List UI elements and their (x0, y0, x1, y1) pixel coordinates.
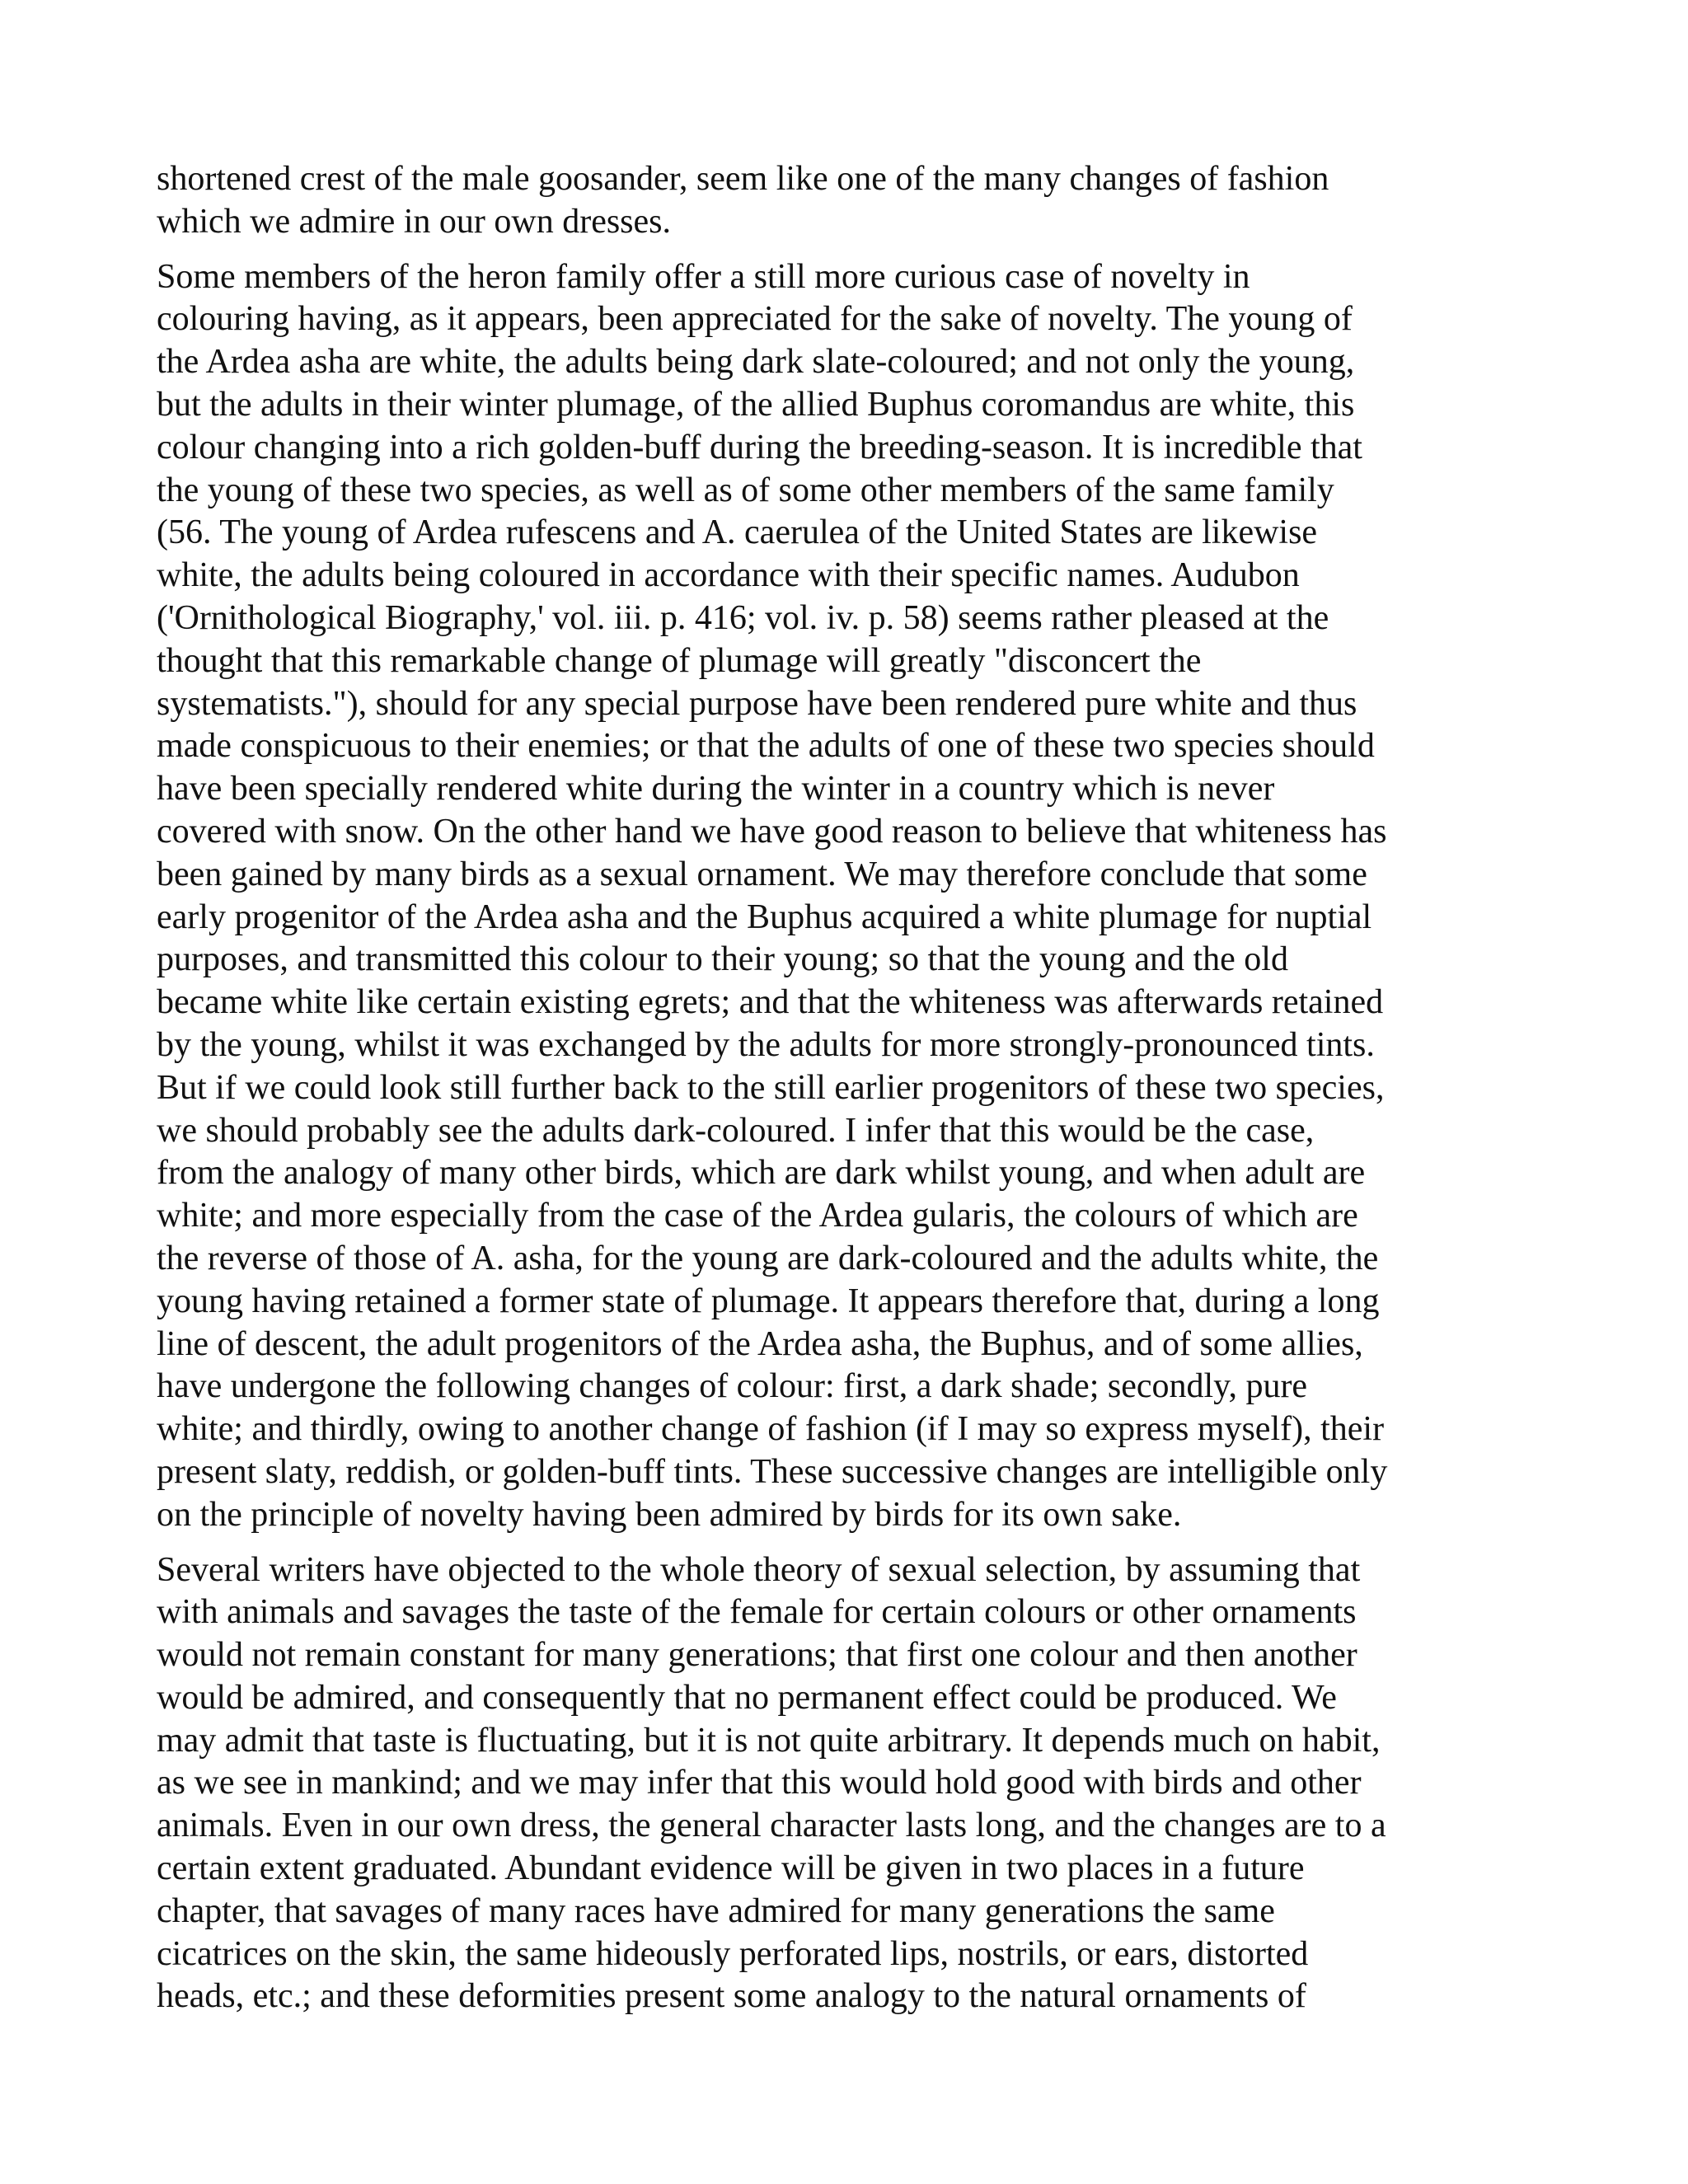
text-line: have been specially rendered white during the winter in a country which is never (157, 770, 1275, 808)
text-line: may admit that taste is fluctuating, but it is not quite arbitrary. It depends much on habit, (157, 1721, 1381, 1760)
paragraph-3 (157, 1549, 1558, 2019)
paragraph-2 (157, 256, 1558, 1537)
text-line: early progenitor of the Ardea asha and the Buphus acquired a white plumage for nuptial (157, 898, 1372, 936)
text-line: have undergone the following changes of colour: first, a dark shade; secondly, pure (157, 1367, 1308, 1406)
text-line: made conspicuous to their enemies; or that the adults of one of these two species should (157, 727, 1375, 766)
body-text (157, 158, 1558, 2018)
text-line: would not remain constant for many generations; that first one colour and then another (157, 1636, 1357, 1675)
text-line: line of descent, the adult progenitors of the Ardea asha, the Buphus, and of some allies, (157, 1324, 1363, 1363)
text-line: from the analogy of many other birds, which are dark whilst young, and when adult are (157, 1154, 1366, 1193)
text-line: systematists."), should for any special purpose have been rendered pure white and thus (157, 684, 1357, 723)
text-line: purposes, and transmitted this colour to their young; so that the young and the old (157, 940, 1288, 979)
text-line: white, the adults being coloured in accordance with their specific names. Audubon (157, 556, 1300, 595)
text-line: which we admire in our own dresses. (157, 202, 672, 241)
text-line: white; and more especially from the case of the Ardea gularis, the colours of which are (157, 1197, 1358, 1235)
text-line: certain extent graduated. Abundant evidence will be given in two places in a future (157, 1849, 1305, 1888)
text-line: on the principle of novelty having been admired by birds for its own sake. (157, 1495, 1182, 1534)
text-line: heads, etc.; and these deformities present some analogy to the natural ornaments of (157, 1977, 1306, 2016)
text-line: present slaty, reddish, or golden-buff tints. These successive changes are intelligible only (157, 1452, 1388, 1491)
text-line: would be admired, and consequently that no permanent effect could be produced. We (157, 1678, 1337, 1717)
text-line: cicatrices on the skin, the same hideously perforated lips, nostrils, or ears, distorted (157, 1934, 1309, 1973)
text-line: shortened crest of the male goosander, seem like one of the many changes of fashion (157, 160, 1329, 198)
text-line: But if we could look still further back to the still earlier progenitors of these two species, (157, 1068, 1385, 1107)
text-line: thought that this remarkable change of plumage will greatly "disconcert the (157, 641, 1202, 680)
text-line: colouring having, as it appears, been appreciated for the sake of novelty. The young of (157, 300, 1353, 339)
text-line: covered with snow. On the other hand we have good reason to believe that whiteness has (157, 812, 1387, 851)
text-line: (56. The young of Ardea rufescens and A. caerulea of the United States are likewise (157, 513, 1318, 552)
text-line: but the adults in their winter plumage, of the allied Buphus coromandus are white, this (157, 385, 1355, 424)
text-line: colour changing into a rich golden-buff during the breeding-season. It is incredible that (157, 428, 1362, 466)
text-line: the young of these two species, as well as of some other members of the same family (157, 471, 1334, 509)
text-line: by the young, whilst it was exchanged by the adults for more strongly-pronounced tints. (157, 1025, 1375, 1064)
text-line: white; and thirdly, owing to another change of fashion (if I may so express myself), their (157, 1410, 1385, 1449)
paragraph-1 (157, 158, 1558, 244)
text-line: the reverse of those of A. asha, for the young are dark-coloured and the adults white, the (157, 1239, 1379, 1277)
paragraph-gap (157, 244, 1558, 256)
text-line: Some members of the heron family offer a still more curious case of novelty in (157, 257, 1250, 296)
text-line: been gained by many birds as a sexual ornament. We may therefore conclude that some (157, 855, 1367, 893)
text-line: ('Ornithological Biography,' vol. iii. p. 416; vol. iv. p. 58) seems rather pleased at the (157, 598, 1329, 637)
text-line: young having retained a former state of plumage. It appears therefore that, during a long (157, 1282, 1380, 1320)
text-line: animals. Even in our own dress, the general character lasts long, and the changes are to a (157, 1807, 1386, 1845)
text-line: chapter, that savages of many races have admired for many generations the same (157, 1891, 1275, 1930)
text-line: we should probably see the adults dark-coloured. I infer that this would be the case, (157, 1111, 1315, 1150)
text-line: became white like certain existing egrets; and that the whiteness was afterwards retained (157, 983, 1384, 1022)
text-line: as we see in mankind; and we may infer that this would hold good with birds and other (157, 1764, 1362, 1802)
text-line: the Ardea asha are white, the adults being dark slate-coloured; and not only the young, (157, 343, 1355, 382)
text-line: with animals and savages the taste of the female for certain colours or other ornaments (157, 1593, 1357, 1632)
text-line: Several writers have objected to the whole theory of sexual selection, by assuming that (157, 1550, 1361, 1589)
paragraph-gap (157, 1537, 1558, 1549)
